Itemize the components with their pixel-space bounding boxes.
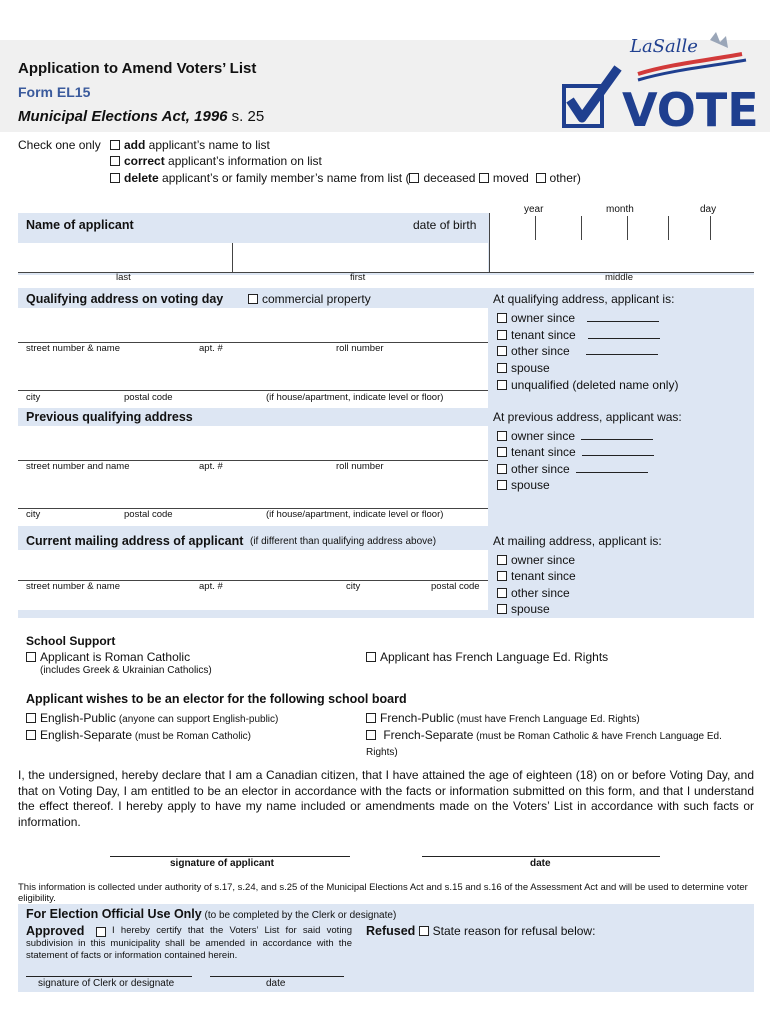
roman-catholic-option[interactable]: Applicant is Roman Catholic xyxy=(26,650,190,664)
applicant-signature-line[interactable] xyxy=(110,856,350,857)
name-last-caption: last xyxy=(116,272,131,283)
mailing-note: (if different than qualifying address above) xyxy=(250,536,437,547)
school-board-heading: Applicant wishes to be an elector for the following school board xyxy=(26,692,407,706)
previous-status-heading: At previous address, applicant was: xyxy=(493,410,682,424)
clerk-signature-line[interactable] xyxy=(26,976,192,977)
clerk-signature-label: signature of Clerk or designate xyxy=(38,978,175,989)
signature-date-line[interactable] xyxy=(422,856,660,857)
form-title: Application to Amend Voters’ List xyxy=(18,60,257,77)
approved-certification-text: I hereby certify that the Voters’ List for said voting subdivision in this municipality shall be amended in accordance with the statement of facts or information contained herein. xyxy=(26,925,352,961)
floor-caption: (if house/apartment, indicate level or floor) xyxy=(266,509,444,520)
previous-other[interactable]: other since xyxy=(497,462,648,476)
checkbox[interactable] xyxy=(110,173,120,183)
roll-caption: roll number xyxy=(336,461,384,472)
checkbox[interactable] xyxy=(248,294,258,304)
apt-caption: apt. # xyxy=(199,581,223,592)
roll-caption: roll number xyxy=(336,343,384,354)
previous-owner[interactable]: owner since xyxy=(497,429,653,443)
declaration-text: I, the undersigned, hereby declare that I am a Canadian citizen, that I have attained the age of eighteen (18) on or before Voting Day, and that on Voting Day, I am entitled to be an elector in accordance with the facts or information submitted on this form, and that I understand the effect thereof. I hereby apply to have my name included or amendments made on the Voters’ List in accordance with such facts or information. xyxy=(18,768,754,829)
name-first-caption: first xyxy=(350,272,366,283)
checkbox[interactable] xyxy=(497,313,507,323)
postal-caption: postal code xyxy=(124,509,173,520)
checkbox[interactable] xyxy=(110,140,120,150)
city-caption: city xyxy=(26,392,41,403)
checkbox[interactable] xyxy=(110,156,120,166)
mailing-heading: Current mailing address of applicant xyxy=(26,534,244,548)
qualifying-other[interactable]: other since xyxy=(497,344,658,358)
checkbox[interactable] xyxy=(497,380,507,390)
mailing-other[interactable]: other since xyxy=(497,586,570,600)
checkbox[interactable] xyxy=(497,346,507,356)
french-public-option[interactable]: French-Public (must have French Language Ed. Rights) xyxy=(366,711,640,725)
street-caption: street number and name xyxy=(26,461,130,472)
checkbox[interactable] xyxy=(497,447,507,457)
checkbox[interactable] xyxy=(497,555,507,565)
qualifying-status-heading: At qualifying address, applicant is: xyxy=(493,292,675,306)
checkbox[interactable] xyxy=(26,713,36,723)
dob-year-label: year xyxy=(524,204,544,215)
street-caption: street number & name xyxy=(26,343,120,354)
roman-catholic-note: (includes Greek & Ukrainian Catholics) xyxy=(40,665,212,676)
city-caption: city xyxy=(346,581,361,592)
applicant-heading: Name of applicant xyxy=(26,218,134,232)
floor-caption: (if house/apartment, indicate level or floor) xyxy=(266,392,444,403)
english-separate-option[interactable]: English-Separate (must be Roman Catholic) xyxy=(26,728,251,742)
school-support-heading: School Support xyxy=(26,634,116,648)
dob-day-label: day xyxy=(700,204,717,215)
qualifying-unqualified[interactable]: unqualified (deleted name only) xyxy=(497,378,678,392)
option-delete[interactable]: delete applicant’s or family member’s name from list ( deceased moved other) xyxy=(110,171,581,185)
french-rights-option[interactable]: Applicant has French Language Ed. Rights xyxy=(366,650,608,664)
qualifying-heading: Qualifying address on voting day xyxy=(26,292,224,306)
checkbox[interactable] xyxy=(366,652,376,662)
checkbox[interactable] xyxy=(497,431,507,441)
checkbox[interactable] xyxy=(497,330,507,340)
apt-caption: apt. # xyxy=(199,343,223,354)
previous-spouse[interactable]: spouse xyxy=(497,478,550,492)
checkbox[interactable] xyxy=(497,588,507,598)
option-correct[interactable]: correct applicant’s information on list xyxy=(110,154,322,168)
applicant-name-input[interactable] xyxy=(18,243,488,272)
option-add[interactable]: add applicant’s name to list xyxy=(110,138,270,152)
previous-heading: Previous qualifying address xyxy=(26,410,193,424)
apt-caption: apt. # xyxy=(199,461,223,472)
qualifying-owner[interactable]: owner since xyxy=(497,311,659,325)
official-heading: For Election Official Use Only (to be completed by the Clerk or designate) xyxy=(26,907,397,921)
svg-text:LaSalle: LaSalle xyxy=(630,36,698,57)
checkbox-moved[interactable] xyxy=(479,173,489,183)
approved-label: Approved xyxy=(26,924,85,938)
checkbox[interactable] xyxy=(497,571,507,581)
clerk-date-label: date xyxy=(266,978,286,989)
checkbox[interactable] xyxy=(26,652,36,662)
lasalle-vote-logo xyxy=(560,28,760,132)
mailing-status-heading: At mailing address, applicant is: xyxy=(493,534,662,548)
form-number: Form EL15 xyxy=(18,84,91,100)
checkbox-deceased[interactable] xyxy=(409,173,419,183)
clerk-date-line[interactable] xyxy=(210,976,344,977)
checkbox[interactable] xyxy=(497,480,507,490)
checkbox-other[interactable] xyxy=(536,173,546,183)
check-one-label: Check one only xyxy=(18,138,101,152)
mailing-spouse[interactable]: spouse xyxy=(497,602,550,616)
vote-logo-icon xyxy=(560,28,760,132)
refused-option[interactable]: Refused State reason for refusal below: xyxy=(366,924,596,938)
checkbox[interactable] xyxy=(366,713,376,723)
checkbox[interactable] xyxy=(419,926,429,936)
dob-month-label: month xyxy=(606,204,634,215)
svg-text:VOTE: VOTE xyxy=(622,83,759,132)
street-caption: street number & name xyxy=(26,581,120,592)
signature-date-label: date xyxy=(530,858,551,869)
postal-caption: postal code xyxy=(124,392,173,403)
name-middle-caption: middle xyxy=(605,272,633,283)
checkbox[interactable] xyxy=(497,464,507,474)
qualifying-tenant[interactable]: tenant since xyxy=(497,328,660,342)
english-public-option[interactable]: English-Public (anyone can support English-public) xyxy=(26,711,278,725)
checkbox[interactable] xyxy=(497,604,507,614)
commercial-property-option[interactable]: commercial property xyxy=(248,292,371,306)
mailing-owner[interactable]: owner since xyxy=(497,553,575,567)
french-separate-option[interactable]: French-Separate (must be Roman Catholic & have French Language Ed. Rights) xyxy=(366,728,722,758)
checkbox[interactable] xyxy=(26,730,36,740)
previous-tenant[interactable]: tenant since xyxy=(497,445,654,459)
checkbox[interactable] xyxy=(497,363,507,373)
dob-label: date of birth xyxy=(413,218,477,232)
applicant-signature-label: signature of applicant xyxy=(170,858,274,869)
qualifying-spouse[interactable]: spouse xyxy=(497,361,550,375)
checkbox[interactable] xyxy=(366,730,376,740)
act-reference: Municipal Elections Act, 1996 s. 25 xyxy=(18,108,265,125)
city-caption: city xyxy=(26,509,41,520)
collection-notice: This information is collected under authority of s.17, s.24, and s.25 of the Municipal Elections Act and s.15 and s.16 of the Assessment Act and will be used to determine voter eligibility. xyxy=(18,882,748,904)
mailing-tenant[interactable]: tenant since xyxy=(497,569,576,583)
postal-caption: postal code xyxy=(431,581,480,592)
dob-input[interactable] xyxy=(490,213,754,272)
